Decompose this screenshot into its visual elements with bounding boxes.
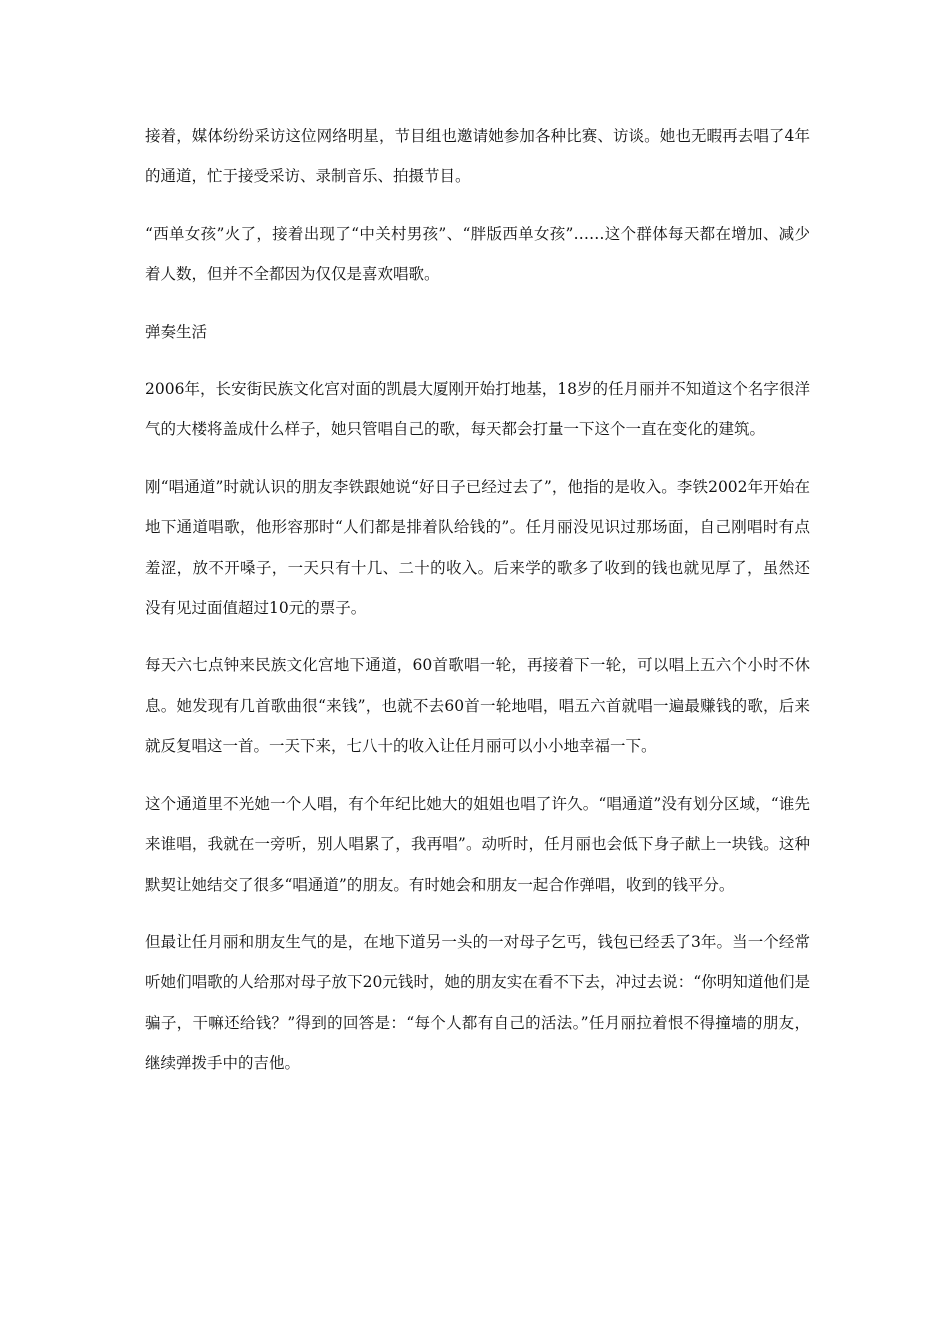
paragraph: 接着，媒体纷纷采访这位网络明星，节目组也邀请她参加各种比赛、访谈。她也无暇再去唱了4年的通道，忙于接受采访、录制音乐、拍摄节目。 xyxy=(145,127,810,186)
section-heading: 弹奏生活 xyxy=(145,322,208,341)
paragraph: “西单女孩”火了，接着出现了“中关村男孩”、“胖版西单女孩”……这个群体每天都在增加、减少着人数，但并不全都因为仅仅是喜欢唱歌。 xyxy=(145,224,810,284)
paragraph: 每天六七点钟来民族文化宫地下通道，60首歌唱一轮，再接着下一轮，可以唱上五六个小时不休息。她发现有几首歌曲很“来钱”，也就不去60首一轮地唱，唱五六首就唱一遍最赚钱的歌，后来就反复唱这一首。一天下来，七八十的收入让任月丽可以小小地幸福一下。 xyxy=(145,656,810,756)
paragraph: 但最让任月丽和朋友生气的是，在地下道另一头的一对母子乞丐，钱包已经丢了3年。当一个经常听她们唱歌的人给那对母子放下20元钱时，她的朋友实在看不下去，冲过去说：“你明知道他们是骗子，干嘛还给钱？”得到的回答是：“每个人都有自己的活法。”任月丽拉着恨不得撞墙的朋友，继续弹拨手中的吉他。 xyxy=(145,932,810,1073)
article-body xyxy=(145,116,810,1101)
paragraph: 刚“唱通道”时就认识的朋友李铁跟她说“好日子已经过去了”，他指的是收入。李铁2002年开始在地下通道唱歌，他形容那时“人们都是排着队给钱的”。任月丽没见识过那场面，自己刚唱时有点羞涩，放不开嗓子，一天只有十几、二十的收入。后来学的歌多了收到的钱也就见厚了，虽然还没有见过面值超过10元的票子。 xyxy=(145,477,810,618)
paragraph: 这个通道里不光她一个人唱，有个年纪比她大的姐姐也唱了许久。“唱通道”没有划分区域，“谁先来谁唱，我就在一旁听，别人唱累了，我再唱”。动听时，任月丽也会低下身子献上一块钱。这种默契让她结交了很多“唱通道”的朋友。有时她会和朋友一起合作弹唱，收到的钱平分。 xyxy=(145,794,810,894)
paragraph: 2006年，长安街民族文化宫对面的凯晨大厦刚开始打地基，18岁的任月丽并不知道这个名字很洋气的大楼将盖成什么样子，她只管唱自己的歌，每天都会打量一下这个一直在变化的建筑。 xyxy=(145,380,810,439)
